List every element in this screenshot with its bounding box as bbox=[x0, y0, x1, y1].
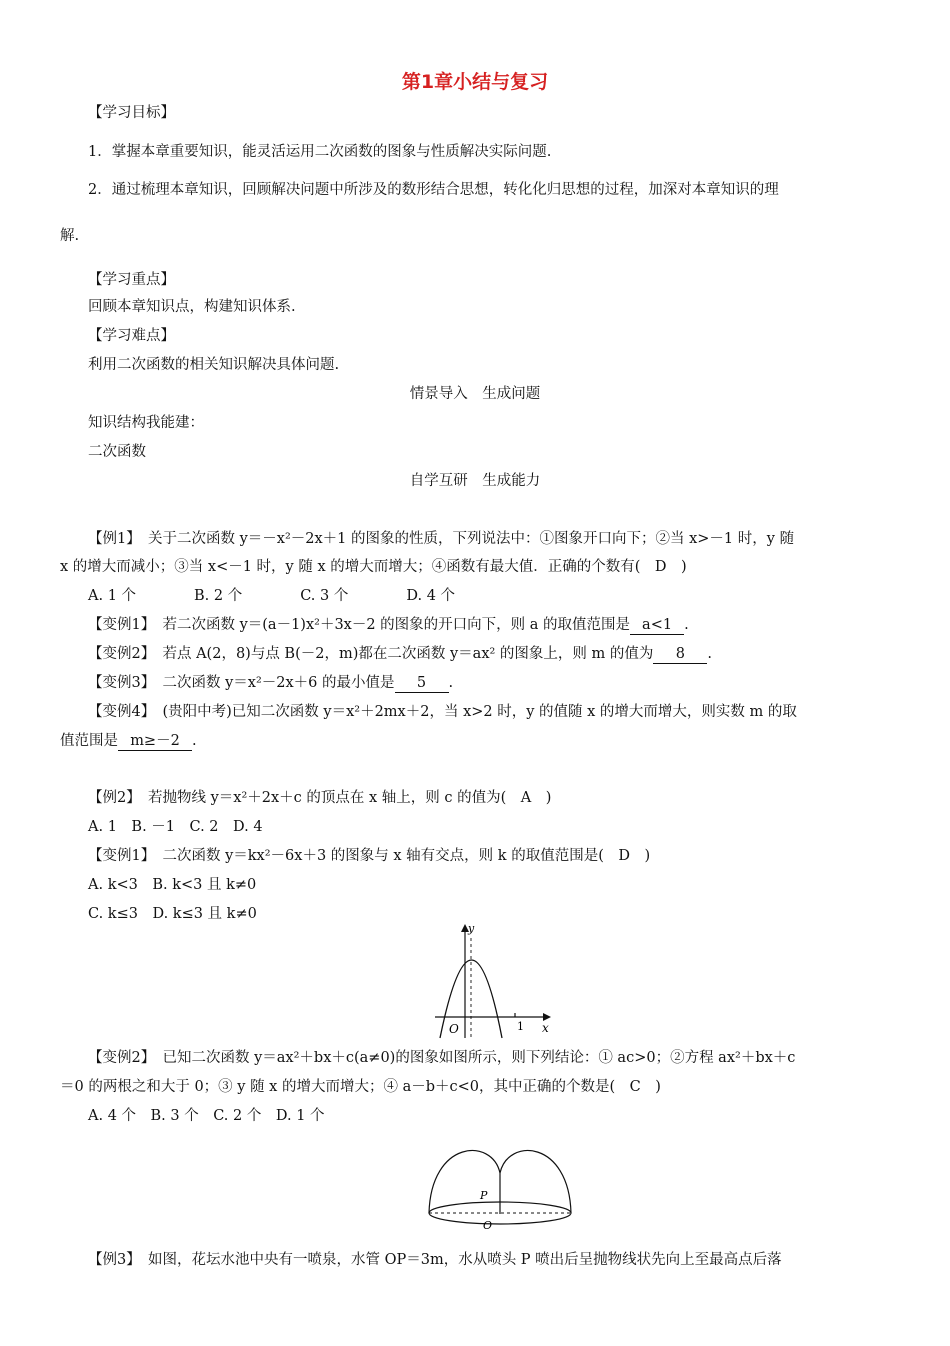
variant1-4-text: 值范围是 bbox=[60, 733, 118, 749]
objective-2-line2: 解. bbox=[60, 228, 80, 244]
example1-line2: x 的增大而减小；③当 x<－1 时，y 随 x 的增大而增大；④函数有最大值．正确的个数有( D ) bbox=[60, 559, 687, 575]
focus-heading: 【学习重点】 bbox=[88, 272, 175, 288]
variant1-3-tail: . bbox=[448, 675, 454, 691]
fountain-diagram bbox=[420, 1145, 580, 1235]
y-axis-label: y bbox=[468, 922, 475, 935]
variant2-1-options-cd: C. k≤3 D. k≤3 且 k≠0 bbox=[88, 906, 257, 922]
variant1-1-tail: . bbox=[684, 617, 689, 633]
variant1-4-tail: . bbox=[192, 733, 197, 749]
variant1-2-answer: 8 bbox=[653, 646, 707, 664]
x-axis-arrow-icon bbox=[543, 1013, 551, 1021]
variant1-3-answer: 5 bbox=[395, 675, 449, 693]
example2-options: A. 1 B. －1 C. 2 D. 4 bbox=[88, 819, 263, 835]
objective-1: 1．掌握本章重要知识，能灵活运用二次函数的图象与性质解决实际问题. bbox=[88, 144, 552, 160]
variant1-2 bbox=[88, 644, 712, 664]
section-heading-study: 自学互研 生成能力 bbox=[409, 473, 541, 489]
variant1-1-text: 【变例1】 若二次函数 y＝(a－1)x²＋3x－2 的图象的开口向下，则 a 的取值范围是 bbox=[88, 617, 631, 633]
difficulty-heading: 【学习难点】 bbox=[88, 328, 175, 344]
variant1-3 bbox=[88, 673, 453, 693]
variant1-2-text: 【变例2】 若点 A(2，8)与点 B(－2，m)都在二次函数 y＝ax² 的图象上，则 m 的值为 bbox=[88, 646, 654, 662]
knowledge-label: 知识结构我能建： bbox=[88, 415, 204, 431]
point-p-label: P bbox=[480, 1189, 488, 1202]
variant1-4-answer: m≥－2 bbox=[118, 733, 192, 751]
origin-label: O bbox=[449, 1022, 459, 1036]
variant2-2-line2: ＝0 的两根之和大于 0；③ y 随 x 的增大而增大；④ a－b＋c<0，其中正确的个数是( C ) bbox=[60, 1079, 661, 1095]
variant1-3-text: 【变例3】 二次函数 y＝x²－2x＋6 的最小值是 bbox=[88, 675, 395, 691]
variant2-2-options: A. 4 个 B. 3 个 C. 2 个 D. 1 个 bbox=[88, 1108, 325, 1124]
section-heading-intro: 情景导入 生成问题 bbox=[409, 386, 541, 402]
variant2-1-line1: 【变例1】 二次函数 y＝kx²－6x＋3 的图象与 x 轴有交点，则 k 的取值范围是( D ) bbox=[88, 848, 651, 864]
objective-2-line1: 2．通过梳理本章知识，回顾解决问题中所涉及的数形结合思想，转化化归思想的过程，加深对本章知识的理 bbox=[88, 182, 779, 198]
variant2-2-line1: 【变例2】 已知二次函数 y＝ax²＋bx＋c(a≠0)的图象如图所示，则下列结论：① ac>0；②方程 ax²＋bx＋c bbox=[88, 1050, 796, 1066]
objectives-heading: 【学习目标】 bbox=[88, 105, 175, 121]
variant2-1-options-ab: A. k<3 B. k<3 且 k≠0 bbox=[88, 877, 257, 893]
point-o-label: O bbox=[483, 1219, 493, 1232]
tick-label-1: 1 bbox=[517, 1020, 524, 1033]
page-title: 第1章小结与复习 bbox=[401, 71, 549, 93]
x-axis-label: x bbox=[542, 1021, 549, 1035]
example3-line1: 【例3】 如图，花坛水池中央有一喷泉，水管 OP＝3m，水从喷头 P 喷出后呈抛物线状先向上至最高点后落 bbox=[88, 1252, 782, 1268]
example2-line1: 【例2】 若抛物线 y＝x²＋2x＋c 的顶点在 x 轴上，则 c 的值为( A ) bbox=[88, 790, 552, 806]
knowledge-topic: 二次函数 bbox=[88, 444, 146, 460]
variant1-1 bbox=[88, 615, 689, 635]
parabola-graph bbox=[425, 920, 565, 1040]
difficulty-text: 利用二次函数的相关知识解决具体问题. bbox=[88, 357, 340, 373]
variant1-2-tail: . bbox=[707, 646, 712, 662]
variant1-4-line2 bbox=[60, 731, 197, 751]
variant1-4-line1: 【变例4】 (贵阳中考)已知二次函数 y＝x²＋2mx＋2，当 x>2 时，y 的值随 x 的增大而增大，则实数 m 的取 bbox=[88, 704, 797, 720]
example1-line1: 【例1】 关于二次函数 y＝－x²－2x＋1 的图象的性质，下列说法中：①图象开口向下；②当 x>－1 时，y 随 bbox=[88, 531, 795, 547]
example1-options: A. 1 个 B. 2 个 C. 3 个 D. 4 个 bbox=[88, 588, 456, 604]
variant1-1-answer: a<1 bbox=[630, 617, 684, 635]
focus-text: 回顾本章知识点，构建知识体系. bbox=[88, 299, 296, 315]
